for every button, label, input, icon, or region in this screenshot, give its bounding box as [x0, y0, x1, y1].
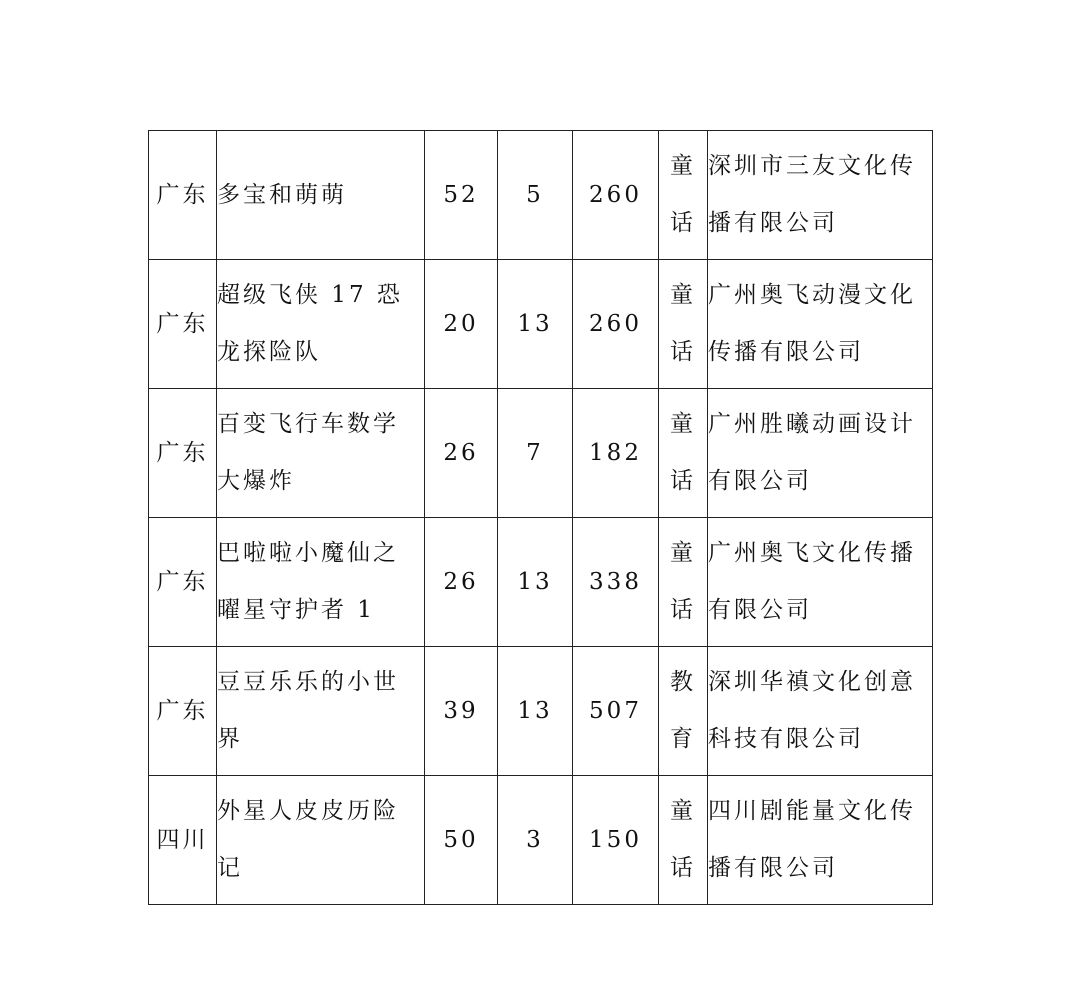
table-row	[149, 131, 933, 260]
title-cell: 多宝和萌萌	[217, 131, 425, 260]
total-cell: 507	[573, 647, 659, 776]
title-cell: 巴啦啦小魔仙之曜星守护者 1	[217, 518, 425, 647]
province-cell: 广东	[149, 260, 217, 389]
episodes-cell: 26	[425, 518, 498, 647]
category-char: 童	[670, 282, 696, 308]
table-row	[149, 389, 933, 518]
category-cell	[659, 131, 708, 260]
province-cell: 广东	[149, 131, 217, 260]
province-cell: 广东	[149, 389, 217, 518]
episodes-cell: 26	[425, 389, 498, 518]
category-cell	[659, 647, 708, 776]
minutes-cell: 13	[498, 518, 573, 647]
minutes-cell: 13	[498, 647, 573, 776]
category-char: 话	[670, 855, 696, 881]
company-cell: 四川剧能量文化传播有限公司	[708, 776, 933, 905]
province-cell: 四川	[149, 776, 217, 905]
category-char: 话	[670, 597, 696, 623]
minutes-cell: 3	[498, 776, 573, 905]
category-cell	[659, 260, 708, 389]
company-cell: 广州胜曦动画设计有限公司	[708, 389, 933, 518]
company-cell: 深圳市三友文化传播有限公司	[708, 131, 933, 260]
category-cell	[659, 518, 708, 647]
episodes-cell: 39	[425, 647, 498, 776]
title-cell: 外星人皮皮历险记	[217, 776, 425, 905]
episodes-cell: 50	[425, 776, 498, 905]
table-row	[149, 776, 933, 905]
total-cell: 260	[573, 131, 659, 260]
total-cell: 260	[573, 260, 659, 389]
episodes-cell: 52	[425, 131, 498, 260]
category-char: 话	[670, 468, 696, 494]
category-char: 童	[670, 153, 696, 179]
company-cell: 广州奥飞动漫文化传播有限公司	[708, 260, 933, 389]
episodes-cell: 20	[425, 260, 498, 389]
minutes-cell: 5	[498, 131, 573, 260]
total-cell: 150	[573, 776, 659, 905]
category-cell	[659, 389, 708, 518]
category-char: 童	[670, 798, 696, 824]
table-row	[149, 647, 933, 776]
category-char: 教	[670, 669, 696, 695]
total-cell: 338	[573, 518, 659, 647]
category-char: 童	[670, 540, 696, 566]
company-cell: 广州奥飞文化传播有限公司	[708, 518, 933, 647]
category-cell	[659, 776, 708, 905]
company-cell: 深圳华禛文化创意科技有限公司	[708, 647, 933, 776]
table-row	[149, 518, 933, 647]
category-char: 童	[670, 411, 696, 437]
province-cell: 广东	[149, 647, 217, 776]
category-char: 话	[670, 339, 696, 365]
table-row	[149, 260, 933, 389]
category-char: 育	[670, 726, 696, 752]
title-cell: 超级飞侠 17 恐龙探险队	[217, 260, 425, 389]
category-char: 话	[670, 210, 696, 236]
province-cell: 广东	[149, 518, 217, 647]
minutes-cell: 7	[498, 389, 573, 518]
title-cell: 豆豆乐乐的小世界	[217, 647, 425, 776]
minutes-cell: 13	[498, 260, 573, 389]
title-cell: 百变飞行车数学大爆炸	[217, 389, 425, 518]
animation-list-table	[148, 130, 933, 905]
total-cell: 182	[573, 389, 659, 518]
